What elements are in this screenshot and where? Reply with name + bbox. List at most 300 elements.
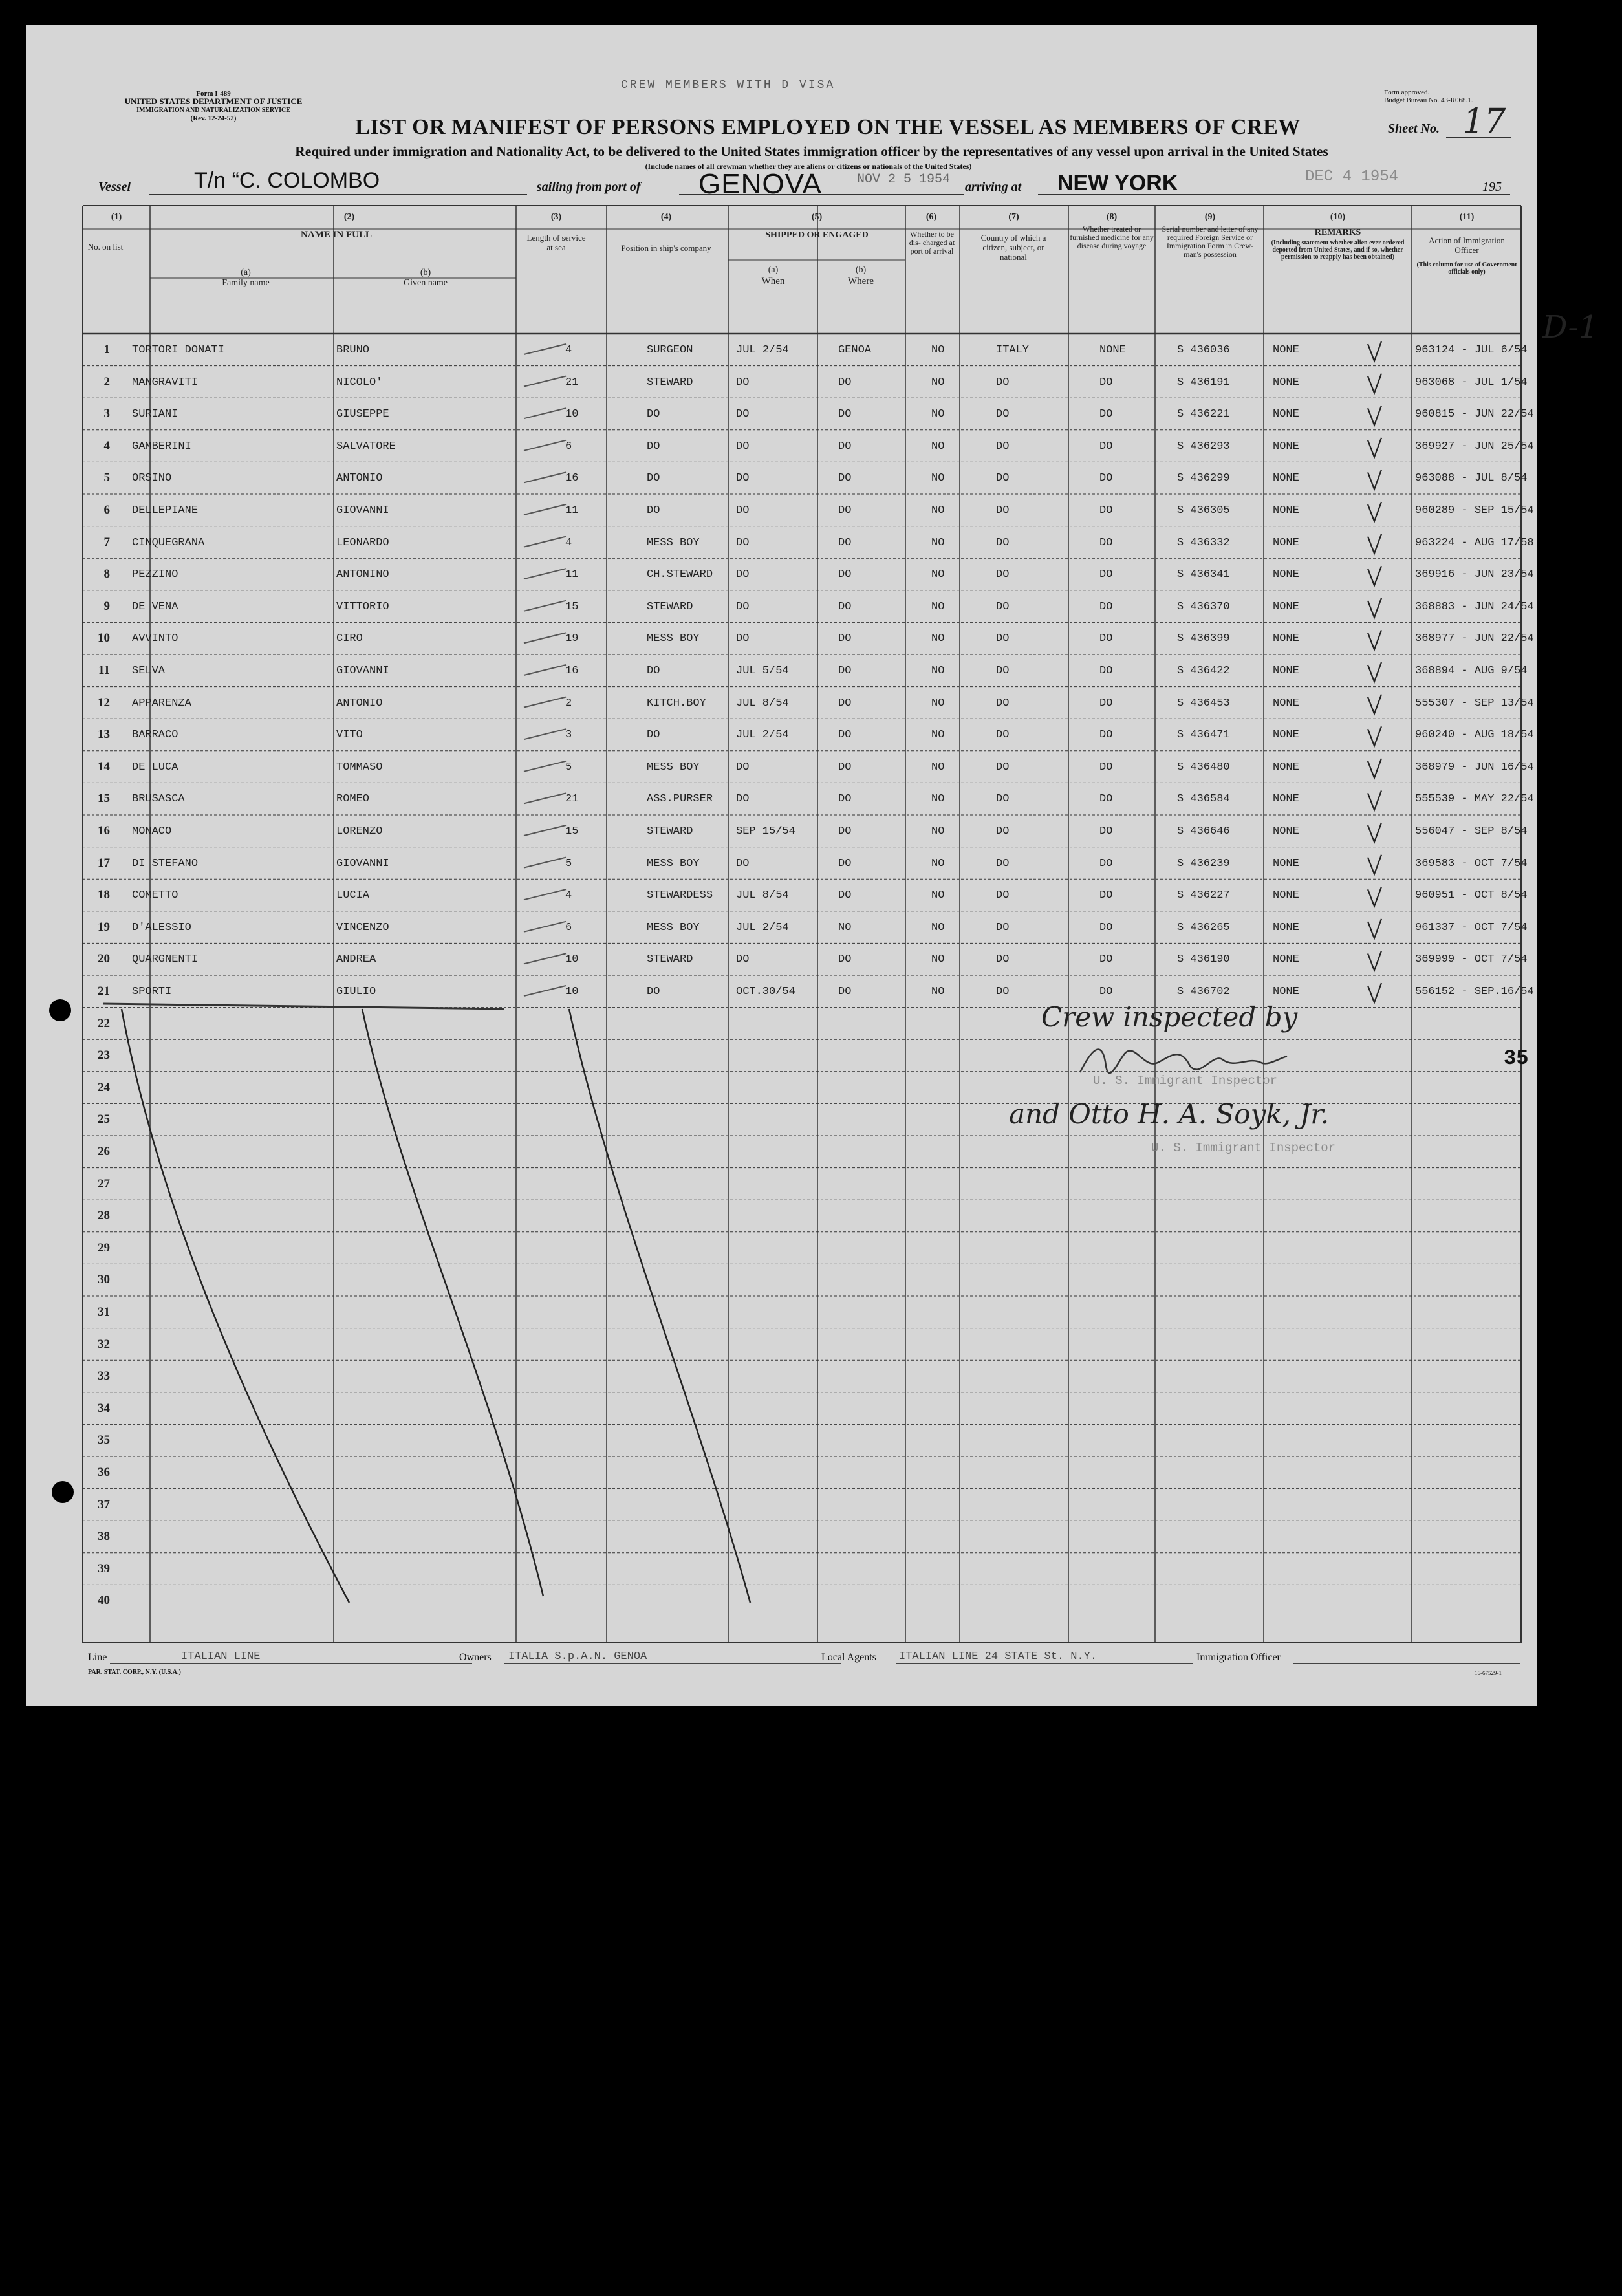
cell-country: DO [996,536,1010,549]
col-head-serial: Serial number and letter of any required Foreign Service or Immigration Form in Crew- man's possession [1162,224,1259,259]
cell-when: DO [736,376,750,389]
strike-mark [524,344,566,354]
cell-disch: NO [931,440,945,453]
cell-action: 369927 - JUN 25/54 [1415,440,1534,453]
checkmark-icon [1368,919,1381,938]
checkmark-icon [1368,470,1381,489]
cell-action: 555539 - MAY 22/54 [1415,793,1534,806]
cell-action: 369999 - OCT 7/54 [1415,953,1528,966]
cell-given: NICOLO' [336,376,383,389]
cell-when: DO [736,440,750,453]
checkmark-icon [1368,374,1381,393]
row-21-underline [103,1004,504,1009]
cell-disch: NO [931,665,945,677]
footer-owners-label: Owners [459,1652,492,1663]
cell-remarks: NONE [1273,921,1299,934]
cell-treated: DO [1099,921,1113,934]
cell-serial: S 436399 [1177,633,1230,645]
cell-disch: NO [931,921,945,934]
cell-remarks: NONE [1273,857,1299,870]
row-number: 3 [103,407,110,421]
cell-where: DO [838,600,852,613]
cell-position: MESS BOY [647,536,700,549]
cell-position: DO [647,986,660,998]
cell-length: 5 [565,857,572,870]
cell-when: DO [736,633,750,645]
checkmark-icon [1368,598,1381,618]
cell-position: DO [647,729,660,742]
arriving-label: arriving at [965,180,1022,194]
cell-length: 21 [565,376,579,389]
cell-given: ROMEO [336,793,370,806]
col-head-family-a: (a) [241,268,251,277]
strike-mark [524,440,566,451]
departure-date-stamp: NOV 2 5 1954 [857,172,951,187]
cell-treated: DO [1099,472,1113,485]
row-number: 24 [98,1080,110,1094]
cell-remarks: NONE [1273,793,1299,806]
checkmark-icon [1368,406,1381,425]
cell-treated: DO [1099,729,1113,742]
cell-where: DO [838,376,852,389]
row-number: 28 [98,1209,110,1223]
cell-remarks: NONE [1273,665,1299,677]
cell-serial: S 436299 [1177,472,1230,485]
cell-family: BARRACO [132,729,178,742]
col-head-shipped: SHIPPED OR ENGAGED [765,230,869,240]
row-number: 37 [98,1497,110,1511]
checkmark-icon [1368,630,1381,649]
cell-when: JUL 2/54 [736,921,789,934]
row-number: 4 [103,439,110,453]
checkmark-icon [1368,951,1381,970]
cell-given: CIRO [336,633,363,645]
cell-action: 963068 - JUL 1/54 [1415,376,1528,389]
cell-position: DO [647,440,660,453]
cell-when: DO [736,953,750,966]
cell-remarks: NONE [1273,889,1299,902]
row-number: 40 [98,1594,110,1608]
cell-family: PEZZINO [132,569,178,581]
col-head-remarks-note: (Including statement whether alien ever ordered deported from United States, and if so, whether permission to reapply has been obtained) [1271,239,1405,261]
cell-position: DO [647,472,660,485]
cell-length: 16 [565,472,579,485]
departure-port: GENOVA [698,168,823,200]
form-number: Form I-489 [196,90,231,98]
cell-disch: NO [931,953,945,966]
cell-serial: S 436190 [1177,953,1230,966]
cell-position: STEWARD [647,600,693,613]
cell-length: 3 [565,729,572,742]
vessel-label: Vessel [98,180,131,194]
cell-serial: S 436305 [1177,504,1230,517]
cell-position: DO [647,504,660,517]
d-visa-stamp: CREW MEMBERS WITH D VISA [621,79,836,92]
cell-where: NO [838,921,852,934]
inspector-1-title: U. S. Immigrant Inspector [1093,1074,1278,1088]
sailing-label: sailing from port of [537,180,641,194]
footer-line-rule [110,1663,472,1664]
cell-when: DO [736,408,750,421]
manifest-subtitle: Required under immigration and Nationality Act, to be delivered to the United States immigration officer by the representatives of any vessel upon arrival in the United States [295,144,1328,159]
cell-action: 963124 - JUL 6/54 [1415,344,1528,356]
sheet-number: 17 [1463,102,1506,141]
row-number: 8 [103,567,110,581]
cell-remarks: NONE [1273,986,1299,998]
cell-treated: DO [1099,697,1113,709]
cell-given: GIOVANNI [336,665,389,677]
cell-country: DO [996,665,1010,677]
cell-disch: NO [931,504,945,517]
col-head-where-b: (b) [855,265,867,275]
crew-inspected-text: Crew inspected by [1041,1001,1298,1033]
cell-country: DO [996,857,1010,870]
cell-action: 963088 - JUL 8/54 [1415,472,1528,485]
cell-country: DO [996,504,1010,517]
cell-remarks: NONE [1273,504,1299,517]
cell-length: 19 [565,633,579,645]
cell-where: GENOA [838,344,872,356]
cell-family: GAMBERINI [132,440,191,453]
checkmark-icon [1368,726,1381,746]
cell-serial: S 436332 [1177,536,1230,549]
cell-when: OCT.30/54 [736,986,795,998]
row-number: 36 [98,1466,110,1479]
cell-length: 4 [565,536,572,549]
strike-mark [524,537,566,547]
service-name: IMMIGRATION AND NATURALIZATION SERVICE [136,107,290,114]
cell-length: 10 [565,953,579,966]
col-head-action: Action of Immigration Officer [1429,235,1505,255]
row-number: 16 [98,824,110,838]
col-head-given-b: (b) [420,268,431,277]
cell-treated: NONE [1099,344,1126,356]
cell-length: 16 [565,665,579,677]
cell-when: JUL 5/54 [736,665,789,677]
cell-position: STEWARD [647,953,693,966]
cell-treated: DO [1099,408,1113,421]
cell-when: DO [736,761,750,774]
row-number: 23 [98,1048,110,1063]
cell-treated: DO [1099,600,1113,613]
cell-serial: S 436036 [1177,344,1230,356]
checkmark-icon [1368,983,1381,1002]
cell-given: ANDREA [336,953,376,966]
cell-when: JUL 8/54 [736,697,789,709]
cell-where: DO [838,472,852,485]
cell-given: GIOVANNI [336,857,389,870]
footer-code: 16-67529-1 [1475,1670,1502,1676]
cell-when: DO [736,569,750,581]
cell-treated: DO [1099,536,1113,549]
row-number: 18 [98,888,110,902]
row-number: 33 [98,1369,110,1383]
cell-country: DO [996,633,1010,645]
cell-serial: S 436702 [1177,986,1230,998]
cell-remarks: NONE [1273,600,1299,613]
row-number: 14 [98,759,110,774]
row-number: 32 [98,1337,110,1351]
cell-action: 961337 - OCT 7/54 [1415,921,1528,934]
cell-length: 11 [565,504,579,517]
row-number: 38 [98,1530,110,1544]
col-head-when: When [761,276,785,287]
cell-position: STEWARD [647,825,693,838]
strike-mark [524,633,566,643]
cell-remarks: NONE [1273,408,1299,421]
cell-remarks: NONE [1273,569,1299,581]
cell-when: SEP 15/54 [736,825,795,838]
cell-country: DO [996,729,1010,742]
strike-mark [524,729,566,739]
cell-where: DO [838,504,852,517]
cell-family: QUARGNENTI [132,953,199,966]
row-number: 5 [103,471,110,485]
cell-family: CINQUEGRANA [132,536,205,549]
cell-family: SPORTI [132,986,172,998]
cell-country: DO [996,697,1010,709]
cell-given: ANTONIO [336,697,383,709]
col-num-11: (11) [1459,212,1475,222]
cell-serial: S 436480 [1177,761,1230,774]
cell-position: DO [647,665,660,677]
checkmark-icon [1368,855,1381,874]
cell-country: DO [996,376,1010,389]
cell-remarks: NONE [1273,344,1299,356]
col-num-7: (7) [1008,212,1019,222]
cell-given: BRUNO [336,344,370,356]
row-number: 10 [98,631,110,645]
cell-length: 2 [565,697,572,709]
strike-mark [524,665,566,675]
cancel-line-3 [569,1009,750,1603]
cell-country: DO [996,569,1010,581]
cell-disch: NO [931,761,945,774]
cell-disch: NO [931,697,945,709]
row-number: 11 [98,664,110,677]
cell-given: LEONARDO [336,536,389,549]
cell-serial: S 436471 [1177,729,1230,742]
cell-family: BRUSASCA [132,793,185,806]
cell-given: GIUSEPPE [336,408,389,421]
cell-treated: DO [1099,633,1113,645]
row-number: 20 [98,952,110,966]
cell-disch: NO [931,889,945,902]
cell-where: DO [838,440,852,453]
col-head-country: Country of which a citizen, subject, or national [980,233,1046,262]
cell-treated: DO [1099,953,1113,966]
row-number: 17 [98,856,110,870]
row-number: 22 [98,1016,110,1030]
row-number: 39 [98,1561,110,1576]
cell-length: 10 [565,408,579,421]
cell-disch: NO [931,825,945,838]
cell-where: DO [838,889,852,902]
cell-given: GIOVANNI [336,504,389,517]
footer-officer-rule [1293,1663,1520,1664]
cell-action: 369916 - JUN 23/54 [1415,569,1534,581]
cell-where: DO [838,569,852,581]
cell-country: DO [996,600,1010,613]
cell-treated: DO [1099,857,1113,870]
cell-where: DO [838,761,852,774]
strike-mark [524,922,566,932]
checkmark-icon [1368,502,1381,521]
cell-family: DE LUCA [132,761,178,774]
cell-action: 368883 - JUN 24/54 [1415,600,1534,613]
cell-action: 368979 - JUN 16/54 [1415,761,1534,774]
cell-family: ORSINO [132,472,172,485]
strike-mark [524,504,566,515]
cell-action: 368894 - AUG 9/54 [1415,665,1528,677]
cell-given: SALVATORE [336,440,396,453]
cell-serial: S 436453 [1177,697,1230,709]
cell-position: DO [647,408,660,421]
footer-printer: PAR. STAT. CORP., N.Y. (U.S.A.) [88,1669,181,1676]
col-head-action-note: (This column for use of Government officials only) [1416,261,1517,276]
strike-mark [524,793,566,803]
strike-mark [524,986,566,996]
cell-length: 5 [565,761,572,774]
footer-agents-label: Local Agents [821,1652,876,1663]
cell-country: ITALY [996,344,1030,356]
cell-remarks: NONE [1273,729,1299,742]
sheet-label: Sheet No. [1388,122,1440,136]
checkmark-icon [1368,759,1381,778]
cell-given: VINCENZO [336,921,389,934]
cell-country: DO [996,761,1010,774]
cell-disch: NO [931,376,945,389]
row-number: 26 [98,1145,110,1158]
footer-line-label: Line [88,1652,107,1663]
strike-mark [524,953,566,964]
checkmark-icon [1368,823,1381,842]
col-head-given-name: Given name [403,278,448,288]
row-number: 30 [98,1273,110,1287]
footer-officer-label: Immigration Officer [1196,1652,1281,1663]
cell-position: KITCH.BOY [647,697,706,709]
col-head-name-in-full: NAME IN FULL [300,230,372,240]
col-num-6: (6) [925,212,937,222]
row-number: 25 [98,1112,110,1127]
cell-country: DO [996,921,1010,934]
cell-disch: NO [931,536,945,549]
col-head-where: Where [848,276,874,287]
cell-when: JUL 8/54 [736,889,789,902]
department-name: UNITED STATES DEPARTMENT OF JUSTICE [124,96,303,106]
col-num-8: (8) [1106,212,1118,222]
footer-line-value: ITALIAN LINE [181,1651,261,1663]
cell-remarks: NONE [1273,633,1299,645]
crewman-note: (Include names of all crewman whether they are aliens or citizens or nationals of the United States) [645,162,972,171]
cell-given: ANTONINO [336,569,389,581]
checkmark-icon [1368,887,1381,906]
cell-serial: S 436221 [1177,408,1230,421]
cell-serial: S 436646 [1177,825,1230,838]
cell-position: MESS BOY [647,857,700,870]
cell-treated: DO [1099,986,1113,998]
cell-where: DO [838,536,852,549]
cell-treated: DO [1099,793,1113,806]
cell-where: DO [838,793,852,806]
row-number: 19 [98,920,110,934]
cell-remarks: NONE [1273,536,1299,549]
cell-country: DO [996,986,1010,998]
row-number: 2 [103,374,110,389]
cell-when: DO [736,472,750,485]
cell-length: 6 [565,921,572,934]
cell-action: 960240 - AUG 18/54 [1415,729,1534,742]
cell-where: DO [838,986,852,998]
cell-length: 11 [565,569,579,581]
col-num-2: (2) [343,212,355,222]
cell-position: STEWARD [647,376,693,389]
form-revision: (Rev. 12-24-52) [190,114,237,122]
cell-country: DO [996,408,1010,421]
row-number: 31 [98,1305,110,1319]
cell-action: 555307 - SEP 13/54 [1415,697,1534,709]
cell-remarks: NONE [1273,825,1299,838]
col-head-family-name: Family name [222,278,270,288]
cell-action: 960815 - JUN 22/54 [1415,408,1534,421]
cell-country: DO [996,472,1010,485]
cell-length: 4 [565,344,572,356]
cell-where: DO [838,665,852,677]
row-number: 1 [103,343,110,356]
strike-mark [524,472,566,482]
cell-where: DO [838,825,852,838]
strike-mark [524,408,566,418]
strike-mark [524,761,566,772]
cell-where: DO [838,633,852,645]
checkmark-icon [1368,695,1381,714]
d1-mark: D-1 [1542,309,1599,345]
row-number: 35 [98,1433,110,1447]
col-head-remarks: REMARKS [1314,228,1361,237]
cell-family: AVVINTO [132,633,178,645]
row-number: 9 [103,599,110,613]
cell-given: LUCIA [336,889,370,902]
row-number: 13 [98,728,110,742]
cell-action: 960289 - SEP 15/54 [1415,504,1534,517]
cell-family: MANGRAVITI [132,376,199,389]
row-number: 34 [98,1401,110,1415]
inspector-2-signature: and Otto H. A. Soyk, Jr. [1009,1098,1330,1130]
cell-family: SELVA [132,665,166,677]
cell-remarks: NONE [1273,953,1299,966]
strike-mark [524,569,566,579]
cell-where: DO [838,857,852,870]
cell-position: SURGEON [647,344,693,356]
cell-action: 556047 - SEP 8/54 [1415,825,1528,838]
strike-mark [524,858,566,868]
row-number: 6 [103,503,110,517]
cell-treated: DO [1099,376,1113,389]
footer-agents-rule [896,1663,1193,1664]
cell-action: 368977 - JUN 22/54 [1415,633,1534,645]
footer-agents-value: ITALIAN LINE 24 STATE St. N.Y. [899,1651,1098,1663]
cell-when: DO [736,793,750,806]
arrival-date-stamp: DEC 4 1954 [1305,168,1399,186]
cell-family: SURIANI [132,408,178,421]
col-num-10: (10) [1330,212,1346,222]
cell-serial: S 436191 [1177,376,1230,389]
cell-serial: S 436265 [1177,921,1230,934]
row-number: 21 [98,984,110,998]
row-number: 15 [98,792,110,806]
cell-action: 369583 - OCT 7/54 [1415,857,1528,870]
cell-position: STEWARDESS [647,889,713,902]
